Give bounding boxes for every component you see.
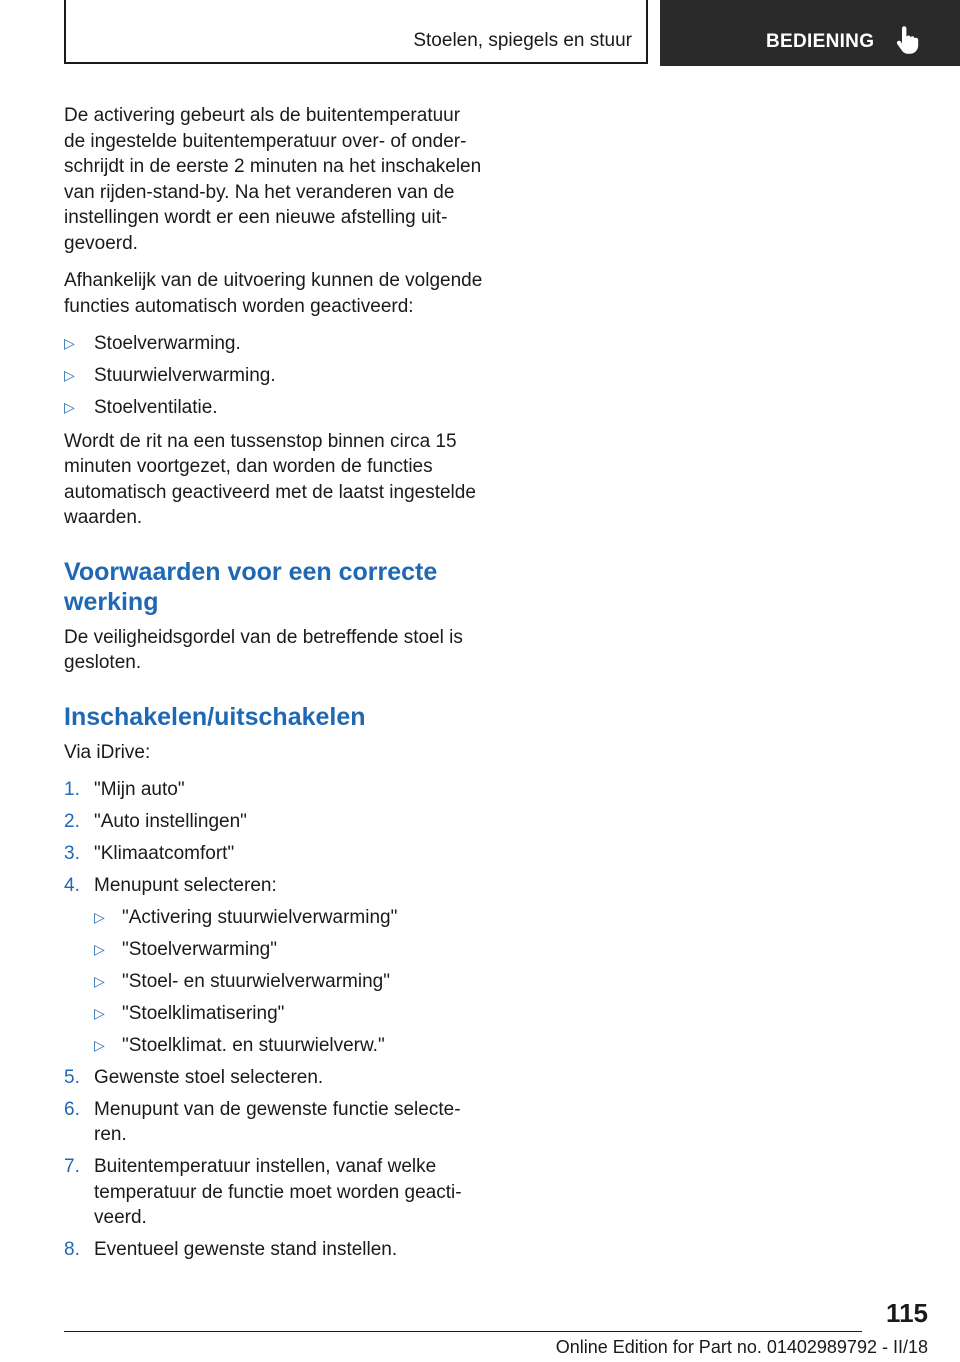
section-intro: Via iDrive: [64, 741, 151, 763]
header-chapter-box [660, 0, 960, 66]
steps-list [64, 777, 484, 1263]
triangle-right-icon: ▷ [94, 1004, 105, 1021]
section-heading: Inschakelen/uitschakelen [64, 702, 366, 731]
menu-options-list [94, 905, 484, 1059]
step-item: 4. Menupunt selecteren: ▷ "Activering stuurwielverwarming" ▷ "Stoelverwarming" ▷ "Stoel- en stuurwielverwarming" ▷ "Stoelklimatisering" ▷ "Stoelklimat. en stuurwielverw." [64, 873, 484, 1058]
main-content [64, 103, 484, 1271]
header-section-box [64, 0, 648, 64]
list-item: ▷ "Stoel- en stuurwielverwarming" [94, 969, 484, 995]
triangle-right-icon: ▷ [94, 908, 105, 925]
step-item: 2. "Auto instellingen" [64, 811, 247, 832]
list-item: ▷ "Stoelklimat. en stuurwielverw." [94, 1033, 484, 1059]
list-item: ▷ "Stoelklimatisering" [94, 1001, 484, 1027]
step-item: 3. "Klimaatcomfort" [64, 843, 235, 864]
step-item: 1. "Mijn auto" [64, 779, 185, 800]
step-item: 6. Menupunt van de gewenste functie selecteren. [64, 1098, 461, 1145]
list-item: ▷ "Stoelverwarming" [94, 937, 484, 963]
triangle-right-icon: ▷ [94, 940, 105, 957]
resume-paragraph: Wordt de rit na een tussenstop binnen circa 15 minuten voortgezet, dan worden de functies automatisch geactiveerd met de laatst ingestelde waarden. [64, 430, 476, 528]
triangle-right-icon: ▷ [94, 972, 105, 989]
triangle-right-icon: ▷ [64, 367, 75, 383]
section-title: Stoelen, spiegels en stuur [413, 30, 632, 51]
step-item: 7. Buitentemperatuur instellen, vanaf welke temperatuur de functie moet worden geactiveerd. [64, 1156, 462, 1228]
edition-text: Online Edition for Part no. 01402989792 - II/18 [555, 1337, 928, 1357]
section-heading: Voorwaarden voor een correcte werking [64, 557, 438, 616]
chapter-title: BEDIENING [766, 31, 875, 52]
triangle-right-icon: ▷ [94, 1036, 105, 1053]
triangle-right-icon: ▷ [64, 399, 75, 415]
footer-divider [64, 1331, 862, 1332]
intro-paragraph: Afhankelijk van de uitvoering kunnen de volgende functies automatisch worden geactiveerd: [64, 270, 483, 317]
list-item: ▷ Stoelverwarming. [64, 331, 484, 357]
page-number: 115 [886, 1298, 928, 1328]
pointing-hand-icon [894, 26, 920, 54]
list-item: ▷ Stoelventilatie. [64, 395, 484, 421]
step-item: 8. Eventueel gewenste stand instellen. [64, 1239, 398, 1260]
functions-list [64, 331, 484, 421]
list-item: ▷ "Activering stuurwielverwarming" [94, 905, 484, 931]
list-item: ▷ Stuurwielverwarming. [64, 363, 484, 389]
intro-paragraph: De activering gebeurt als de buitentemperatuur de ingestelde buitentemperatuur over- of onderschrijdt in de eerste 2 minuten na het inschakelen van rijden-stand-by. Na het veranderen van de instellingen wordt er een nieuwe afstelling uitgevoerd. [64, 105, 482, 254]
triangle-right-icon: ▷ [64, 335, 75, 351]
section-paragraph: De veiligheidsgordel van de betreffende stoel is gesloten. [64, 626, 463, 673]
step-item: 5. Gewenste stoel selecteren. [64, 1066, 324, 1088]
